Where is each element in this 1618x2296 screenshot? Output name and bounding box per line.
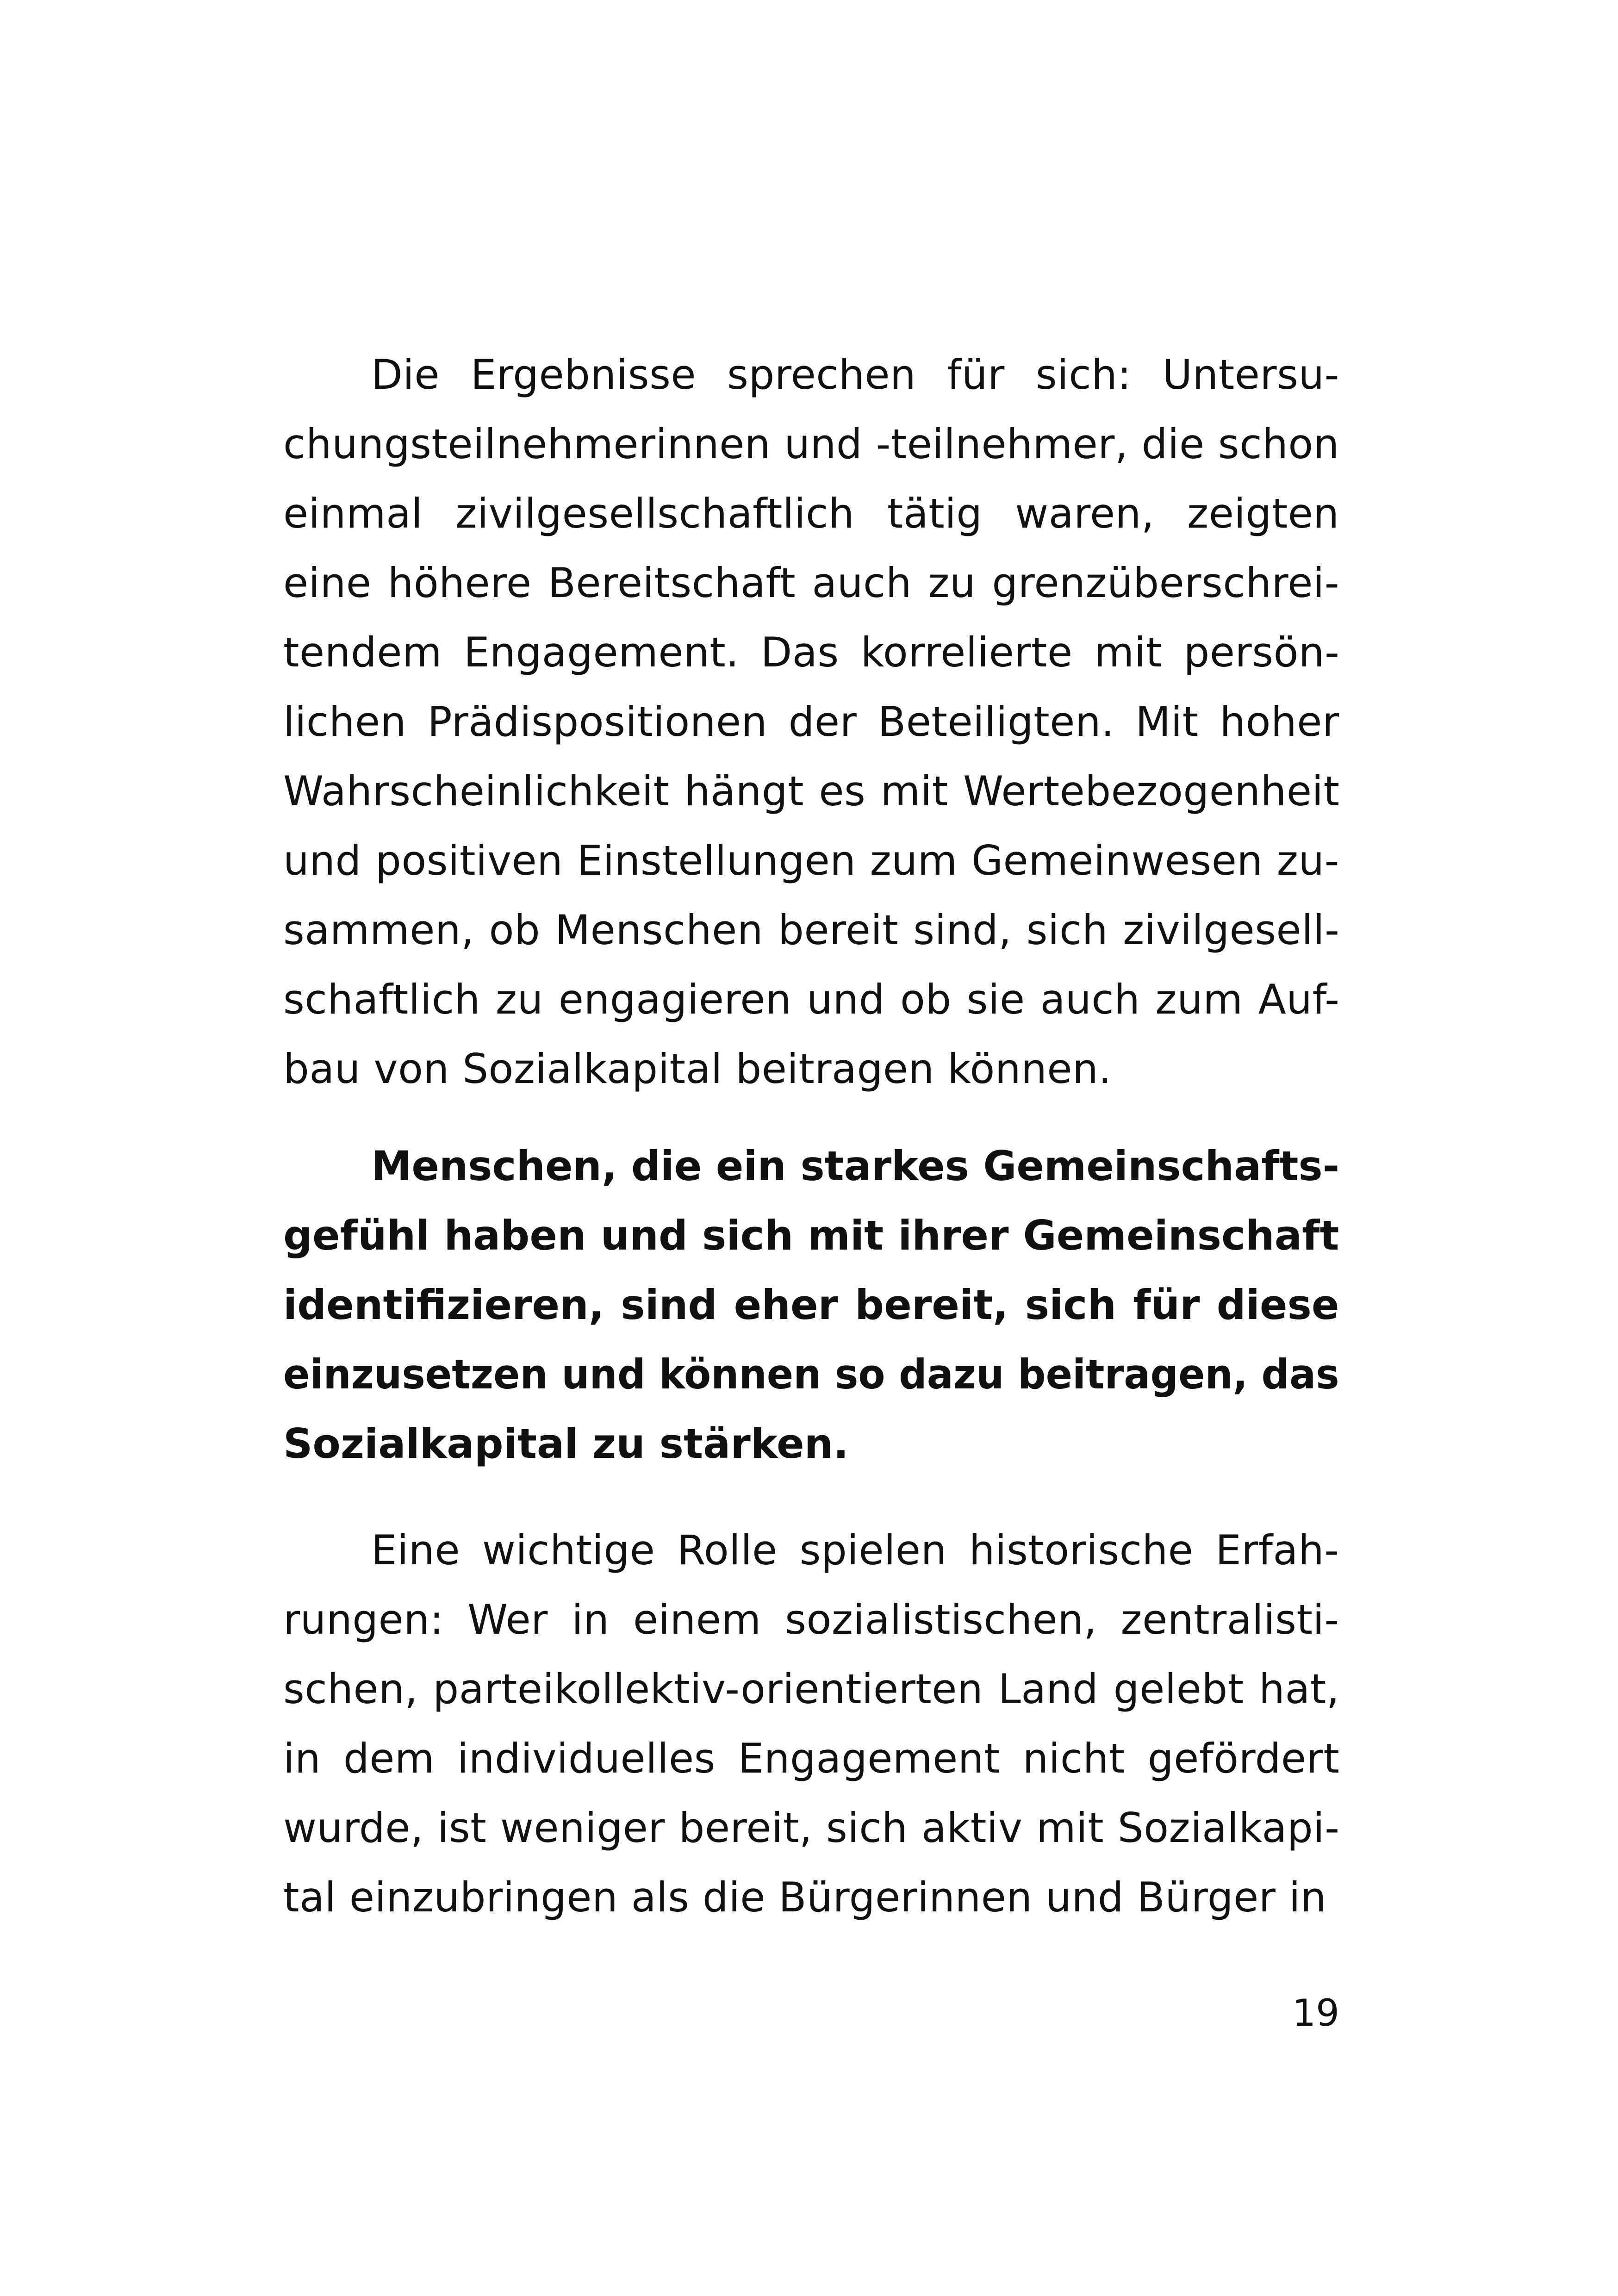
text-line: tendem Engagement. Das korrelierte mit persön- <box>283 628 1340 676</box>
text-line: schaftlich zu engagieren und ob sie auch zum Auf- <box>283 976 1340 1023</box>
text-line: rungen: Wer in einem sozialistischen, zentralisti- <box>283 1596 1339 1643</box>
text-line: Menschen, die ein starkes Gemeinschafts- <box>371 1142 1340 1190</box>
text-line: Sozialkapital zu stärken. <box>283 1420 849 1468</box>
text-line: lichen Prädispositionen der Beteiligten. Mit hoher <box>283 698 1339 746</box>
text-line: und positiven Einstellungen zum Gemeinwesen zu- <box>283 837 1339 884</box>
text-line: sammen, ob Menschen bereit sind, sich zivilgesell- <box>283 906 1340 954</box>
text-line: Die Ergebnisse sprechen für sich: Untersu- <box>371 351 1339 398</box>
text-line: schen, parteikollektiv-orientierten Land gelebt hat, <box>283 1665 1340 1713</box>
text-line: wurde, ist weniger bereit, sich aktiv mit Sozialkapi- <box>283 1804 1340 1852</box>
text-line: chungsteilnehmerinnen und -teilnehmer, die schon <box>283 420 1339 468</box>
text-line: in dem individuelles Engagement nicht gefördert <box>283 1735 1340 1782</box>
text-line: gefühl haben und sich mit ihrer Gemeinschaft <box>283 1212 1339 1259</box>
text-line: einmal zivilgesellschaftlich tätig waren, zeigten <box>283 490 1339 537</box>
text-line: Eine wichtige Rolle spielen historische Erfah- <box>371 1526 1339 1574</box>
page-number: 19 <box>1292 1991 1339 2035</box>
text-line: eine höhere Bereitschaft auch zu grenzüberschrei- <box>283 559 1340 607</box>
text-line: Wahrscheinlichkeit hängt es mit Wertebezogenheit <box>283 767 1340 815</box>
text-line: identifizieren, sind eher bereit, sich für diese <box>283 1281 1339 1329</box>
text-line: tal einzubringen als die Bürgerinnen und Bürger in <box>283 1873 1327 1921</box>
text-line: einzusetzen und können so dazu beitragen, das <box>283 1350 1339 1398</box>
text-line: bau von Sozialkapital beitragen können. <box>283 1045 1112 1093</box>
